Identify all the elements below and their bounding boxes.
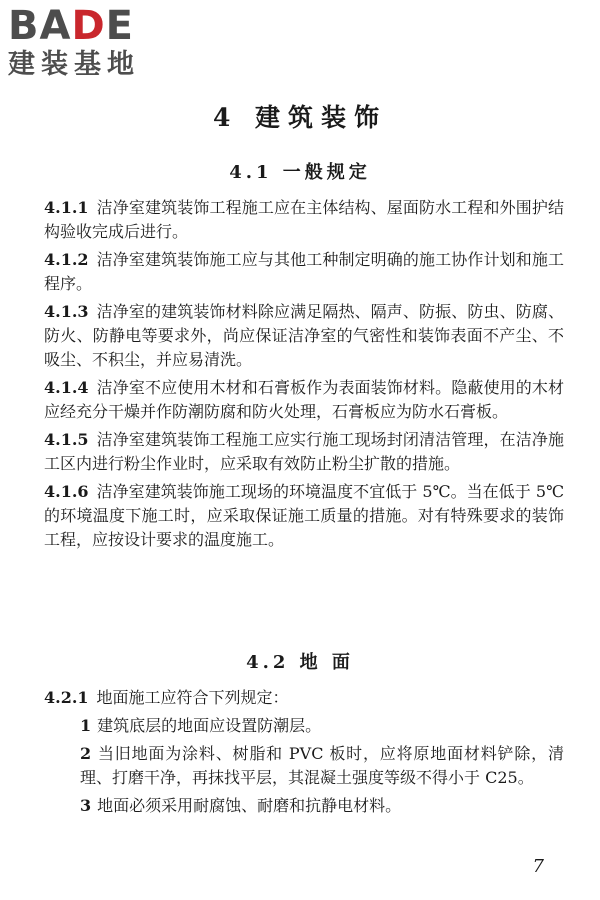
clause-4-1-6: 4.1.6 洁净室建筑装饰施工现场的环境温度不宜低于 5℃。当在低于 5℃的环境温度下施工时，应采取保证施工质量的措施。对有特殊要求的装饰工程，应按设计要求的温度施工。	[44, 482, 564, 549]
clause-4-2-1: 4.2.1 地面施工应符合下列规定：	[44, 688, 289, 707]
logo-wordmark: BADE	[8, 3, 134, 49]
clause-4-1-4: 4.1.4 洁净室不应使用木材和石膏板作为表面装饰材料。隐蔽使用的木材应经充分干燥并作防潮防腐和防火处理，石膏板应为防水石膏板。	[44, 378, 564, 421]
clause-4-1-2: 4.1.2 洁净室建筑装饰施工应与其他工种制定明确的施工协作计划和施工程序。	[44, 250, 564, 293]
clause-4-1-1: 4.1.1 洁净室建筑装饰工程施工应在主体结构、屋面防水工程和外围护结构验收完成后进行。	[44, 198, 564, 241]
section-title-4-2: 4.2 地 面	[246, 652, 354, 673]
clause-4-1-5: 4.1.5 洁净室建筑装饰工程施工应实行施工现场封闭清洁管理，在洁净施工区内进行粉尘作业时，应采取有效防止粉尘扩散的措施。	[44, 430, 564, 473]
logo-chinese-name: 建装基地	[8, 49, 140, 80]
section-4-2-body	[44, 686, 564, 822]
chapter-title: 4 建筑装饰	[212, 103, 388, 132]
list-item: 2 当旧地面为涂料、树脂和 PVC 板时，应将原地面材料铲除，清理、打磨干净，再抹找平层，其混凝土强度等级不得小于 C25。	[80, 744, 564, 787]
section-title-4-1: 4.1 一般规定	[229, 162, 371, 183]
section-4-1-body	[44, 196, 564, 556]
list-item: 3 地面必须采用耐腐蚀、耐磨和抗静电材料。	[80, 796, 402, 815]
clause-4-1-3: 4.1.3 洁净室的建筑装饰材料除应满足隔热、隔声、防振、防虫、防腐、防火、防静电等要求外，尚应保证洁净室的气密性和装饰表面不产尘、不吸尘、不积尘，并应易清洗。	[44, 302, 564, 369]
list-item: 1 建筑底层的地面应设置防潮层。	[80, 716, 322, 735]
bade-logo	[8, 4, 183, 82]
page-number: 7	[532, 856, 544, 877]
